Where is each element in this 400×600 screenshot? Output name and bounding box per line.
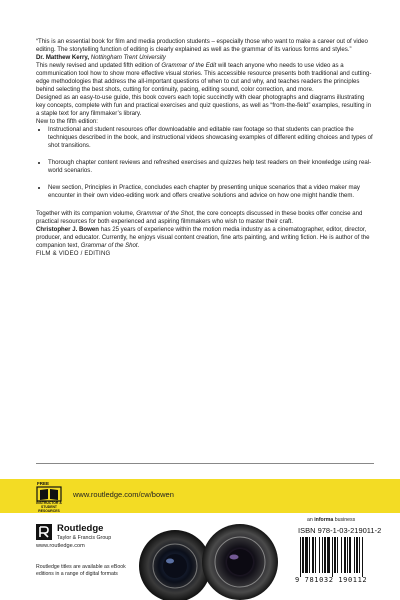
para1-text-b: will teach anyone who needs to use video as a communication tool how to show more effective visual stories. This accessible resource presents both traditional and cutting-edge methodologies that address the all-important questions of when to cut and why, and teaches readers the principles behind selecting the best shots, cutting for continuity, pacing, editing sound, color correction, and more.: [36, 62, 372, 93]
ebook-note: Routledge titles are available as eBook editions in a range of digital formats: [36, 564, 126, 578]
barcode-bar: [300, 537, 301, 577]
routledge-logo-icon: [36, 524, 52, 540]
description-paragraph-3: [36, 210, 374, 226]
resources-url[interactable]: www.routledge.com/cw/bowen: [73, 490, 174, 499]
informa-suffix: business: [333, 517, 356, 523]
description-paragraph-2: Designed as an easy-to-use guide, this book covers each topic succinctly with clear photographs and diagrams illustrating key concepts, complete with fun and practical exercises and quiz questions, as well as “from-the-field” examples, resulting in a staple text for any filmmaker’s library.: [36, 94, 371, 117]
barcode-bar: [315, 537, 316, 573]
review-quote: “This is an essential book for film and media production students – especially those who want to make a career out of video editing. The storytelling function of editing is clearly explained as well as the grammar of its various forms and styles.”: [36, 38, 368, 53]
informa-brand: informa: [314, 517, 334, 523]
barcode-bar: [344, 537, 346, 573]
barcode-bar: [347, 537, 348, 573]
barcode-bar: [309, 537, 310, 573]
barcode-bar: [354, 537, 355, 573]
barcode-bar: [312, 537, 314, 573]
barcode-digits: 9 781032 190112: [295, 576, 368, 584]
category-label: FILM & VIDEO / EDITING: [36, 250, 111, 257]
attribution-institution: Nottingham Trent University: [90, 54, 166, 61]
resources-badge: [34, 481, 64, 511]
informa-prefix: an: [307, 517, 315, 523]
camera-lens-image: [130, 514, 280, 600]
barcode-bar: [359, 537, 360, 573]
isbn-label: ISBN 978-1-03-219011-2: [298, 526, 382, 535]
blurb-text: [36, 38, 374, 258]
book-title: Grammar of the Edit: [161, 62, 217, 69]
description-paragraph-1: [36, 62, 374, 94]
para3-text-a: Together with its companion volume,: [36, 210, 137, 217]
author-bio-end: .: [137, 242, 140, 249]
para3-text-b: , the core concepts discussed in these books offer concise and practical resources for both experienced and aspiring filmmakers who wish to master their craft.: [36, 210, 363, 225]
para1-text-a: This newly revised and updated fifth edition of: [36, 62, 162, 69]
attribution-name: Dr. Matthew Kerry,: [36, 54, 90, 61]
author-bio-text: has 25 years of experience within the motion media industry as a cinematographer, editor, director, producer, and educator. Currently, he enjoys visual content creation, fine arts painting, and writing fiction. He is author of the companion text,: [36, 226, 370, 249]
companion-title: Grammar of the Shot: [136, 210, 194, 217]
barcode-bar: [356, 537, 358, 573]
barcode-bar: [337, 537, 338, 573]
badge-text: INSTRUCTOR & STUDENT RESOURCES: [36, 501, 62, 513]
quote-attribution: [36, 54, 374, 62]
barcode-bar: [319, 537, 320, 573]
barcode-bar: [349, 537, 351, 573]
barcode-bar: [332, 537, 333, 577]
author-bio: [36, 226, 374, 250]
barcode-bar: [324, 537, 326, 573]
barcode: [298, 537, 384, 577]
barcode-bar: [305, 537, 308, 573]
new-features-list: [36, 126, 374, 200]
author-name: Christopher J. Bowen: [36, 226, 99, 233]
barcode-bar: [322, 537, 323, 573]
barcode-bar: [334, 537, 336, 573]
publisher-group: Taylor & Francis Group: [57, 535, 112, 541]
divider: [36, 463, 374, 464]
list-item: • New section, Principles in Practice, concludes each chapter by presenting unique scenarios that a video maker may encounter in their own video-editing work and offers creative solutions and advice on how one might handle them.: [48, 184, 374, 200]
barcode-panel: [294, 524, 390, 594]
publisher-name: Routledge: [57, 523, 104, 534]
author-bio-title: Grammar of the Shot: [80, 242, 138, 249]
barcode-bar: [302, 537, 304, 573]
new-edition-heading: New to the fifth edition:: [36, 118, 98, 125]
publisher-url[interactable]: www.routledge.com: [36, 543, 85, 549]
barcode-bar: [341, 537, 342, 573]
list-item: • Thorough chapter content reviews and refreshed exercises and quizzes help test readers on their knowledge using real-world scenarios.: [48, 159, 374, 175]
list-item: • Instructional and student resources offer downloadable and editable raw footage so that students can practice the techniques described in the book, and instructional videos showcasing examples of different editing choices and types of shot transitions.: [48, 126, 374, 150]
barcode-bar: [362, 537, 363, 577]
free-label: FREE: [37, 481, 50, 486]
barcode-bar: [327, 537, 330, 573]
informa-tagline: [307, 517, 355, 523]
